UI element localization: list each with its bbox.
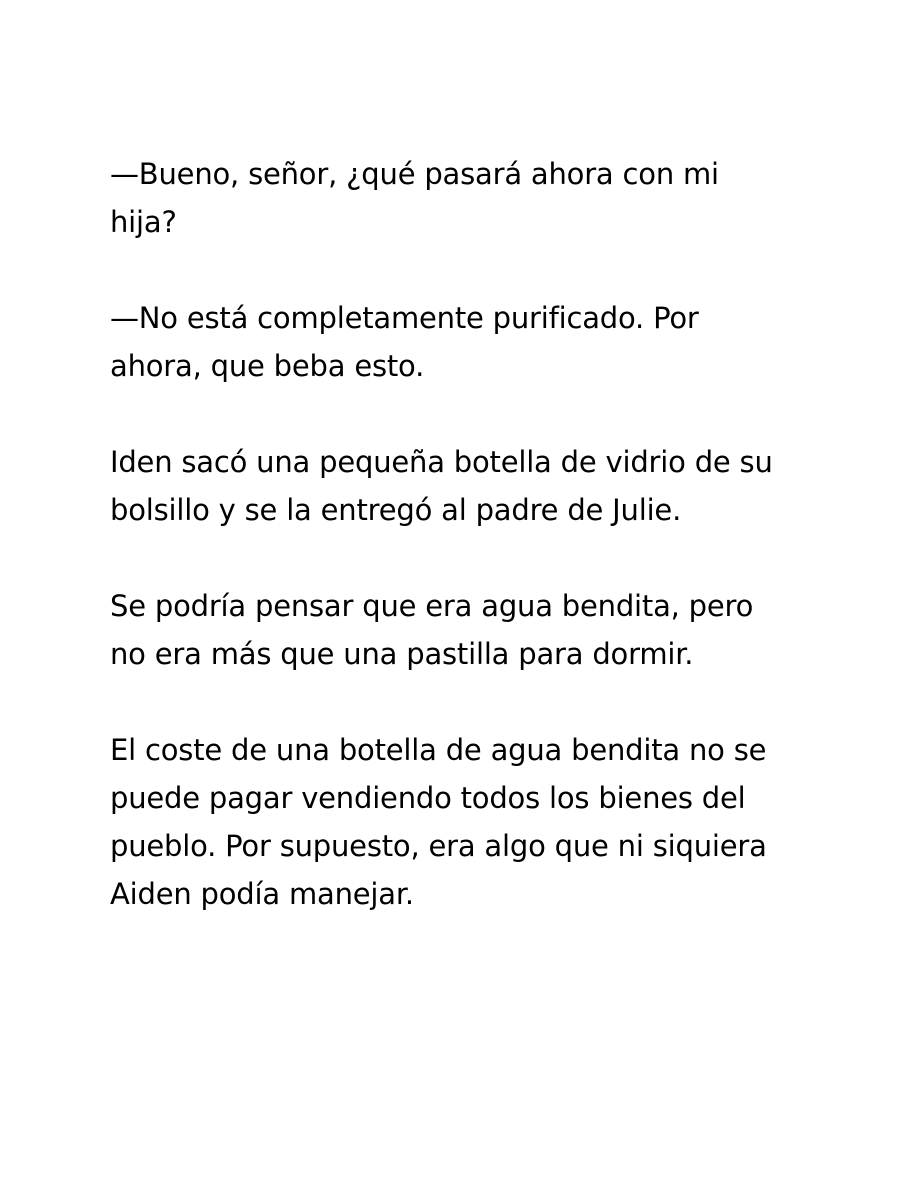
paragraph-2 xyxy=(110,294,810,390)
paragraph-1 xyxy=(110,150,810,246)
paragraph-line: —No está completamente purificado. Por xyxy=(110,301,699,335)
paragraph-line: —Bueno, señor, ¿qué pasará ahora con mi xyxy=(110,157,719,191)
paragraph-line: no era más que una pastilla para dormir. xyxy=(110,637,694,671)
document-text xyxy=(110,150,810,966)
paragraph-5 xyxy=(110,726,810,918)
paragraph-3 xyxy=(110,438,810,534)
paragraph-line: pueblo. Por supuesto, era algo que ni siquiera xyxy=(110,829,767,863)
paragraph-line: Se podría pensar que era agua bendita, pero xyxy=(110,589,754,623)
paragraph-4 xyxy=(110,582,810,678)
paragraph-line: Iden sacó una pequeña botella de vidrio de su xyxy=(110,445,773,479)
paragraph-line: bolsillo y se la entregó al padre de Julie. xyxy=(110,493,682,527)
paragraph-line: El coste de una botella de agua bendita no se xyxy=(110,733,767,767)
paragraph-line: ahora, que beba esto. xyxy=(110,349,425,383)
paragraph-line: hija? xyxy=(110,205,177,239)
paragraph-line: Aiden podía manejar. xyxy=(110,877,414,911)
paragraph-line: puede pagar vendiendo todos los bienes del xyxy=(110,781,746,815)
